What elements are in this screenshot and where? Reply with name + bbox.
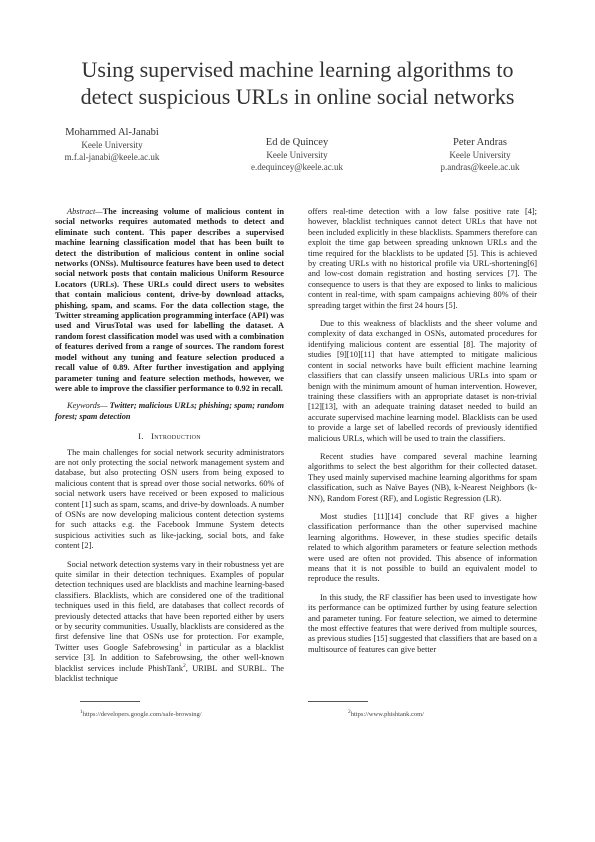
author-block [27,126,197,163]
body-paragraph: Recent studies have compared several machine learning algorithms to select the best algorithm for their collected dataset. They used mainly supervised machine learning algorithms for spam classification, such as Naïve Bayes (NB), k-Nearest Neighbors (k-NN), Random Forest (RF), and Logistic Regression (LR). [308,451,537,503]
footnote-divider [308,701,368,702]
section-numeral: I. [138,431,144,442]
section-heading [55,431,284,441]
body-paragraph: Due to this weakness of blacklists and the sheer volume and complexity of data exchanged in OSNs, automated procedures for identifying malicious content are essential [8]. The majority of studies [9][10][11] that have attempted to mitigate malicious content in social networks have built efficient machine learning classifiers that can classify unseen malicious URLs into spam or benign with the minimum amount of human intervention. However, training these classifiers with an appropriate dataset is non-trivial [12][13], with an adequate training dataset needed to build an accurate supervised machine learning model. Blacklists can be used to provide a large set of labelled records of previously identified malicious URLs, which will be used to train the classifiers. [308,319,537,443]
footnote [80,708,202,719]
abstract-lead: Abstract [67,207,96,216]
footnote-marker: 2 [183,662,186,669]
abstract [55,207,284,394]
right-column [308,207,537,663]
author-email: p.andras@keele.ac.uk [440,162,520,172]
author-email: e.dequincey@keele.ac.uk [251,162,343,172]
left-column [55,207,284,692]
title-line-1: Using supervised machine learning algorithms to [81,57,514,82]
author-block [395,136,565,173]
body-paragraph [55,560,284,685]
keywords-text: Twitter; malicious URLs; phishing; spam; random forest; spam detection [55,401,284,421]
author-name: Peter Andras [453,137,507,148]
abstract-dash: — [95,207,103,216]
body-paragraph-text: , URIBL and SURBL. The blacklist technique [55,663,285,684]
author-email: m.f.al-janabi@keele.ac.uk [64,152,160,162]
section-title: Introduction [151,431,201,442]
footnote-mark: 1 [80,708,83,715]
author-affiliation: Keele University [449,150,511,160]
body-paragraph-text: Social network detection systems vary in their robustness yet are quite similar in their detection techniques. Examples of popular detection techniques used are blacklists and machine learning-based classifiers. Blacklists, which are considered one of the traditional techniques used in this field, are databases that collect records of previously detected attacks that have been reported either by users or by security communities. Usually, blacklists are considered as the first defensive line that OSNs use for protection. For example, Twitter uses Google Safebrowsing [55,559,284,652]
footnote-marker: 1 [178,642,182,649]
author-name: Mohammed Al-Janabi [65,127,159,138]
footnote-link[interactable]: https://developers.google.com/safe-browsing/ [82,711,202,718]
paper-title [40,56,555,110]
keywords-lead: Keywords— [67,401,108,411]
keywords [55,401,284,422]
footnote [348,708,424,719]
abstract-text: The increasing volume of malicious content in social networks requires automated methods to detect and eliminate such content. This paper describes a supervised machine learning classification model that has been built to detect the distribution of malicious content in online social networks (ONSs). Multisource features have been used to detect social network posts that contain malicious Uniform Resource Locators (URLs). These URLs could direct users to websites that contain malicious content, drive-by download attacks, phishing, spam, and scams. For the data collection stage, the Twitter streaming application programming interface (API) was used and VirusTotal was used for labelling the dataset. A random forest classification model was used with a combination of features derived from a range of sources. The random forest model without any tuning and feature selection produced a recall value of 0.89. After further investigation and applying parameter tuning and feature selection methods, however, we were able to improve the classifier performance to 0.92 in recall. [55,207,284,393]
body-paragraph-text: in particular as a blacklist service [3]. In addition to Safebrowsing, the other well-known blacklist services include PhishTank [55,642,284,673]
author-block [212,136,382,173]
author-affiliation: Keele University [266,150,328,160]
body-paragraph: Most studies [11][14] conclude that RF gives a higher classification performance than the other supervised machine learning algorithms. However, in these studies specific details related to which algorithm parameters or feature selection methods were used are often not provided. This absence of information means that it is not possible to build an equivalent model to reproduce the results. [308,511,537,584]
body-paragraph: offers real-time detection with a low false positive rate [4]; however, blacklist techniques cannot detect URLs that have not been included explicitly in these blacklists. Spammers therefore can exploit the time gap between spreading unknown URLs and the time required for the blacklists to be updated [5]. This is achieved by creating URLs with no historical profile via URL-shortening[6] and low-cost domain registration and hosting services [7]. The consequence to users is that they are exposed to links to malicious content in real-time, with spam campaigns achieving 80% of their spreading target within the first 24 hours [5]. [308,207,537,310]
author-name: Ed de Quincey [265,137,329,148]
body-paragraph: In this study, the RF classifier has been used to investigate how its performance can be optimized further by using feature selection and parameter tuning. For feature selection, we aimed to determine the most effective features that were derived from multiple sources, as previous studies [15] suggested that classifiers that are based on a multisource of features can give better [308,592,537,654]
body-paragraph: The main challenges for social network security administrators are not only protecting the social network management system and database, but also protecting OSN users from being exposed to malicious content that is spread over those social networks. 60% of social network users have received or been exposed to malicious content [1] such as spam, scams, and drive-by downloads. A number of OSNs are now developing malicious content detection systems for such attacks e.g. the Facebook Immune System detects suspicious activities such as like-jacking, social bots, and fake content [2]. [55,447,284,551]
footnote-link[interactable]: https://www.phishtank.com/ [350,711,424,718]
author-affiliation: Keele University [81,140,143,150]
footnote-divider [80,701,140,702]
title-line-2: detect suspicious URLs in online social networks [80,84,515,109]
footnote-mark: 2 [348,708,351,715]
